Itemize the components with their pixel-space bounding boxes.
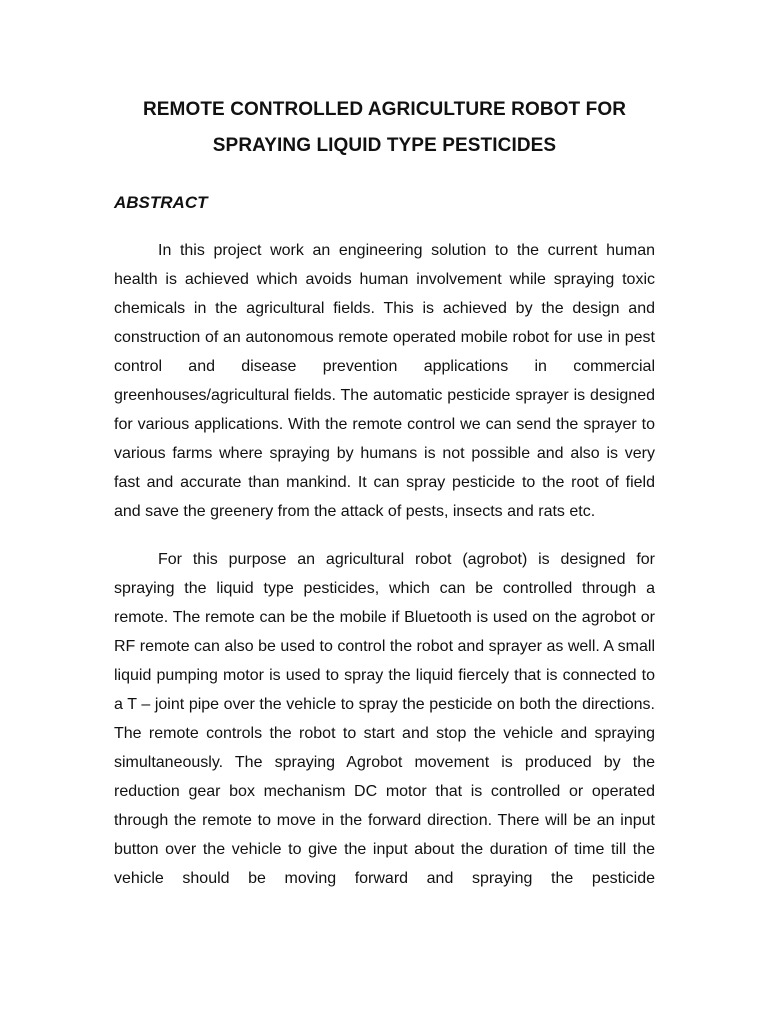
abstract-heading: ABSTRACT (114, 193, 208, 212)
title-line-1: REMOTE CONTROLLED AGRICULTURE ROBOT FOR (142, 99, 627, 120)
title-line-2: SPRAYING LIQUID TYPE PESTICIDES (212, 135, 557, 156)
document-title (114, 0, 655, 164)
abstract-paragraph-2: For this purpose an agricultural robot (agrobot) is designed for spraying the liquid type pesticides, which can be controlled through a remote. The remote can be the mobile if Bluetooth is used on the agrobot or RF remote can also be used to control the robot and sprayer as well. A small liquid pumping motor is used to spray the liquid fiercely that is connected to a T – joint pipe over the vehicle to spray the pesticide on both the directions. The remote controls the robot to start and stop the vehicle and spraying simultaneously. The spraying Agrobot movement is produced by the reduction gear box mechanism DC motor that is controlled or operated through the remote to move in the forward direction. There will be an input button over the vehicle to give the input about the duration of time till the vehicle should be moving forward and spraying the pesticide (114, 551, 655, 887)
abstract-paragraph-1: In this project work an engineering solution to the current human health is achieved which avoids human involvement while spraying toxic chemicals in the agricultural fields. This is achieved by the design and construction of an autonomous remote operated mobile robot for use in pest control and disease prevention applications in commercial greenhouses/agricultural fields. The automatic pesticide sprayer is designed for various applications. With the remote control we can send the sprayer to various farms where spraying by humans is not possible and also is very fast and accurate than mankind. It can spray pesticide to the root of field and save the greenery from the attack of pests, insects and rats etc. (114, 242, 655, 520)
